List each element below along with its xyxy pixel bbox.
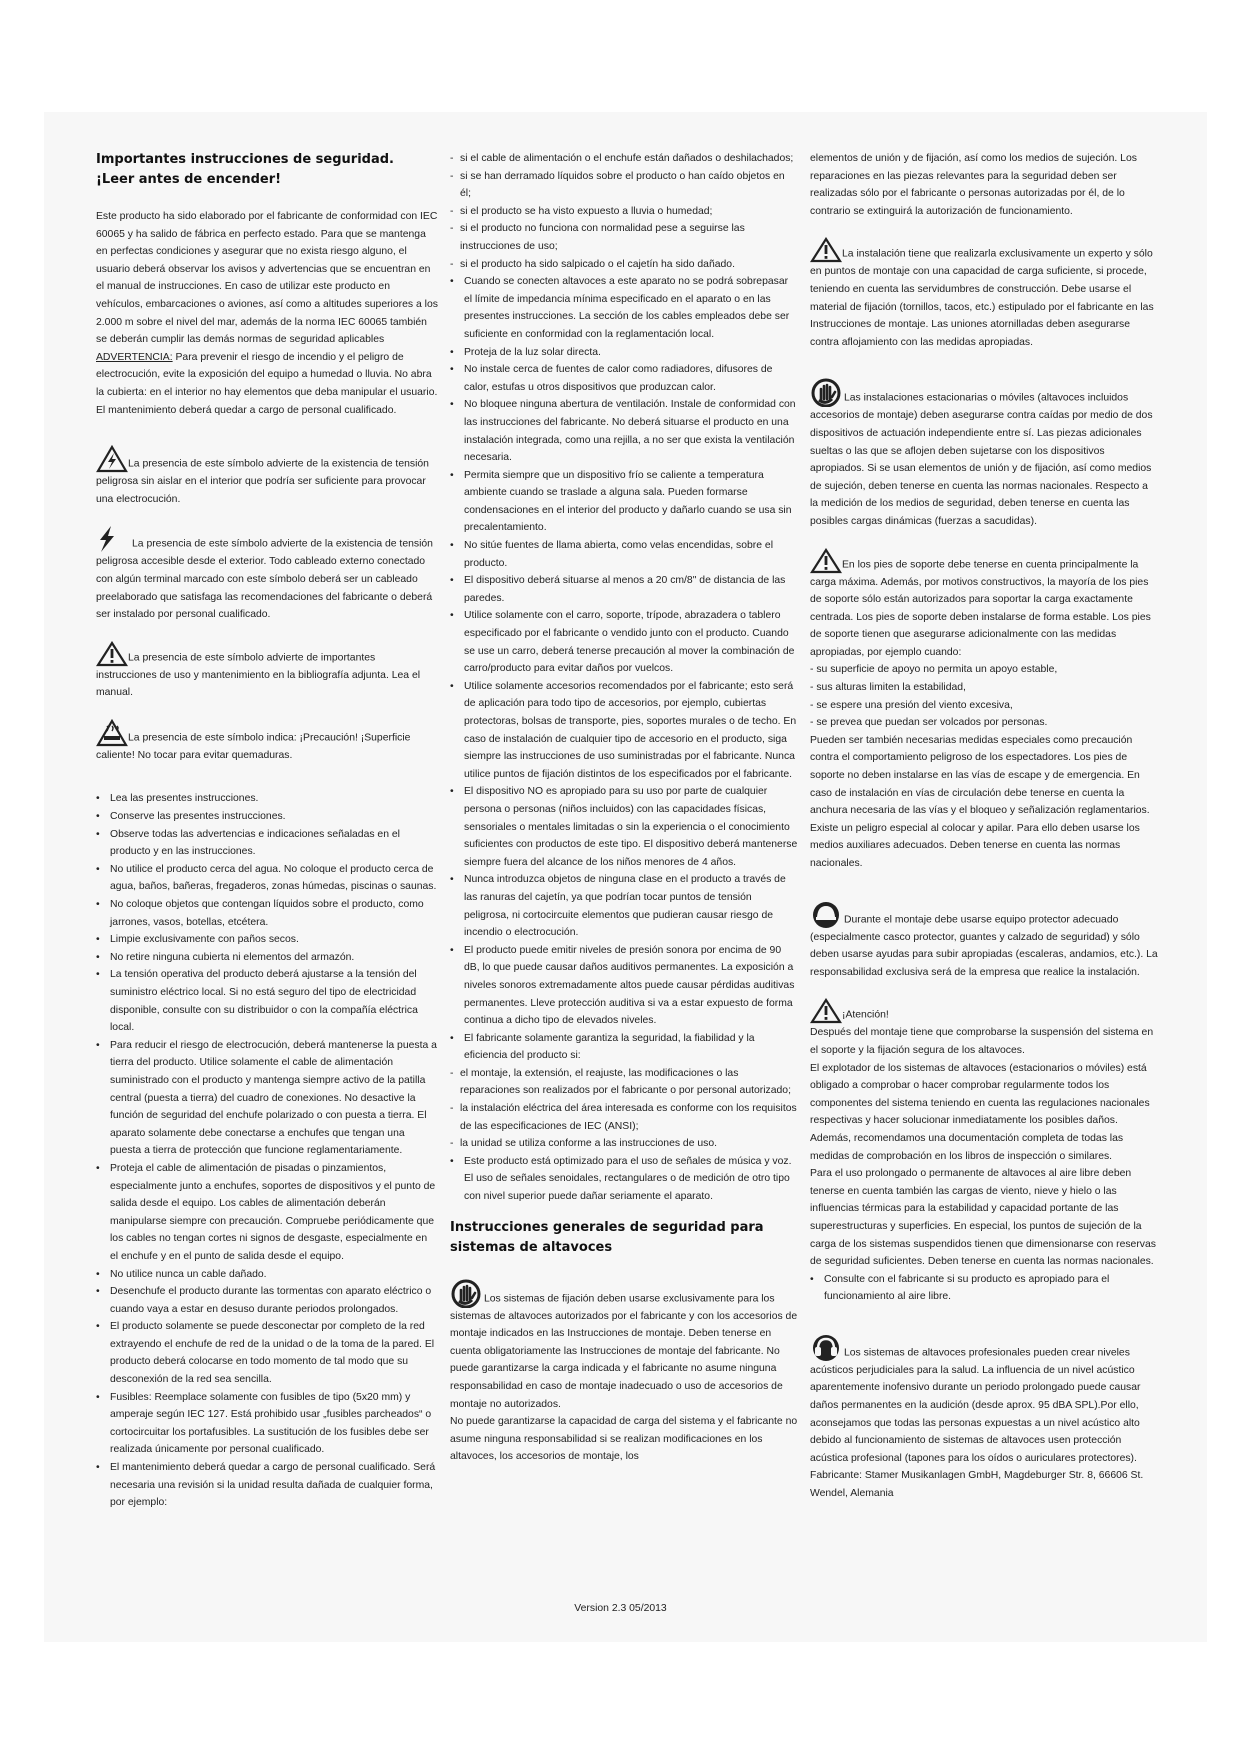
list-item: • El producto solamente se puede desconectar por completo de la red extrayendo el enchufe de red de la unidad o de la toma de la pared. El producto deberá colocarse en todo momento de tal modo que su desconexión de la red sea sencilla. — [96, 1321, 435, 1386]
safety-title: Importantes instrucciones de seguridad. ¡Leer antes de encender! — [96, 152, 394, 187]
suspension-check-paragraph: Después del montaje tiene que comprobarse la suspensión del sistema en el soporte y la fijación segura de los altavoces. — [810, 1027, 1154, 1056]
exclamation-triangle-icon — [810, 548, 842, 574]
list-item: - si el producto se ha visto expuesto a lluvia o humedad; — [450, 205, 713, 217]
list-item: - su superficie de apoyo no permita un apoyo estable, — [810, 664, 1058, 676]
exclamation-triangle-icon — [810, 237, 842, 263]
list-item: • Limpie exclusivamente con paños secos. — [96, 934, 299, 946]
list-item: - sus alturas limiten la estabilidad, — [810, 682, 966, 694]
protective-equipment-paragraph: Durante el montaje debe usarse equipo protector adecuado (especialmente casco protector, guantes y calzado de seguridad) y sólo deben usarse ayudas para subir apropiadas (escaleras, andamios, etc.). La responsabilidad exclusiva será de la empresa que realice la instalación. — [810, 899, 1158, 982]
hearing-protection-paragraph: Los sistemas de altavoces profesionales pueden crear niveles acústicos perjudiciales para la salud. La influencia de un nivel acústico aparentemente inofensivo durante un periodo prolongado puede causar daños permanentes en la audición (desde aprox. 95 dBA SPL).Por ello, aconsejamos que todas las personas expuestas a un nivel acústico alto debido al funcionamiento de sistemas de altavoces usen protección acústica profesional (tapones para los oídos o auriculares protectores). — [810, 1332, 1158, 1468]
list-item: - si el producto no funciona con normalidad pese a seguirse las instrucciones de uso; — [450, 223, 745, 252]
list-item: • No bloquee ninguna abertura de ventilación. Instale de conformidad con las instrucciones del fabricante. No deberá situarse el producto en una instalación integrada, como una rejilla, a no ser que exista la ventilación necesaria. — [450, 399, 796, 464]
warranty-dash-list — [450, 1065, 798, 1153]
list-item: • Consulte con el fabricante si su producto es apropiado para el funcionamiento al aire libre. — [810, 1273, 1110, 1303]
list-item: • No coloque objetos que contengan líquidos sobre el producto, como jarrones, vasos, botellas, etcétera. — [96, 899, 424, 928]
intro-paragraph: Este producto ha sido elaborado por el fabricante de conformidad con IEC 60065 y ha salido de fábrica en perfecto estado. Para que se mantenga en perfectas condiciones y asegurar que no exista riesgo alguno, el usuario deberá observar los avisos y advertencias que se encuentran en el manual de instrucciones. En caso de utilizar este producto en vehículos, embarcaciones o aviones, así como a altitudes superiores a los 2.000 m sobre el nivel del mar, además de la norma IEC 60065 también se deberán cumplir las demás normas de seguridad aplicables — [96, 211, 438, 346]
list-item: - si se han derramado líquidos sobre el producto o han caído objetos en él; — [450, 170, 785, 200]
symbol-note-lightning-triangle: La presencia de este símbolo advierte de la existencia de tensión peligrosa sin aislar en el interior que podría ser suficiente para provocar una electrocución. — [96, 445, 438, 508]
warning-paragraph: ADVERTENCIA: Para prevenir el riesgo de incendio y el peligro de electrocución, evite la exposición del equipo a humedad o lluvia. No abra la cubierta: en el interior no hay elementos que deba manipular el usuario. El mantenimiento deberá quedar a cargo de personal cualificado. — [96, 351, 438, 416]
list-item: • El producto puede emitir niveles de presión sonora por encima de 90 dB, lo que puede causar daños auditivos permanentes. La exposición a niveles sonoros extremadamente altos puede causar pérdidas auditivas permanentes. Lleve protección auditiva si va a estar expuesto de forma continua a dicho tipo de elevados niveles. — [450, 944, 795, 1027]
list-item: - se prevea que puedan ser volcados por personas. — [810, 717, 1048, 729]
column-2 — [450, 150, 798, 1466]
list-item: - si el producto ha sido salpicado o el cajetín ha sido dañado. — [450, 258, 735, 270]
loudspeaker-safety-heading: Instrucciones generales de seguridad para sistemas de altavoces — [450, 1219, 764, 1255]
list-item: • No sitúe fuentes de llama abierta, como velas encendidas, sobre el producto. — [450, 540, 774, 569]
stands-paragraph: En los pies de soporte debe tenerse en cuenta principalmente la carga máxima. Además, por motivos constructivos, la mayoría de los pies de soporte sólo están autorizados para soportar la carga exactamente centrada. Los pies de soporte deben instalarse de forma estable. Los pies de soporte tienen que asegurarse adicionalmente con las medidas apropiadas, por ejemplo cuando: — [810, 548, 1158, 662]
list-item: • Fusibles: Reemplace solamente con fusibles de tipo (5x20 mm) y amperaje según IEC 127. Está prohibido usar „fusibles parcheados“ o cortocircuitar los portafusibles. La sustitución de los fusibles debe ser realizada únicamente por personal cualificado. — [96, 1391, 432, 1456]
list-item: • El dispositivo deberá situarse al menos a 20 cm/8" de distancia de las paredes. — [450, 575, 786, 604]
column-3 — [810, 150, 1158, 1503]
ear-protection-icon — [810, 1332, 844, 1362]
hand-prohibition-icon — [450, 1278, 484, 1308]
load-capacity-paragraph: No puede garantizarse la capacidad de carga del sistema y el fabricante no asume ninguna responsabilidad si se realizan modificaciones en los altavoces, los accesorios de montaje, los — [450, 1416, 798, 1463]
list-item: • El mantenimiento deberá quedar a cargo de personal cualificado. Será necesaria una revisión si la unidad resulta dañada de cualquier forma, por ejemplo: — [96, 1462, 436, 1509]
list-item: - el montaje, la extensión, el reajuste, las modificaciones o las reparaciones son realizados por el fabricante o por personal autorizado; — [450, 1067, 791, 1097]
symbol-note-exclamation: La presencia de este símbolo advierte de importantes instrucciones de uso y mantenimiento en la bibliografía adjunta. Lea el manual. — [96, 641, 438, 702]
list-item: • Conserve las presentes instrucciones. — [96, 811, 286, 823]
list-item: • Observe todas las advertencias e indicaciones señaladas en el producto y en las instrucciones. — [96, 828, 400, 858]
hand-prohibition-icon — [810, 377, 844, 407]
list-item: • Utilice solamente accesorios recomendados por el fabricante; esto será de aplicación para todo tipo de accesorios, por ejemplo, cubiertas protectoras, bolsas de transporte, pies, soportes murales o de techo. En caso de instalación de cualquier tipo de accesorio en el producto, siga siempre las instrucciones de uso suministradas por el fabricante. Nunca utilice puntos de fijación distintos de los especificados por el fabricante. — [450, 680, 797, 780]
list-item: • Lea las presentes instrucciones. — [96, 793, 259, 805]
list-item: • Proteja el cable de alimentación de pisadas o pinzamientos, especialmente junto a enchufes, soportes de dispositivos y el punto de salida desde el equipo. Los cables de alimentación deberán manipularse siempre con precaución. Compruebe periódicamente que los cables no tengan cortes ni signos de desgaste, especialmente en el enchufe y en el punto de salida desde el equipo. — [96, 1162, 436, 1262]
version-footer: Version 2.3 05/2013 — [574, 1603, 667, 1614]
helmet-icon — [810, 899, 844, 929]
list-item: • Permita siempre que un dispositivo frío se caliente a temperatura ambiente cuando se traslade a alguna sala. Pueden formarse condensaciones en el interior del producto y dañarlo cuando se usa sin precalentamiento. — [450, 469, 792, 534]
operator-obligation-paragraph: El explotador de los sistemas de altavoces (estacionarios o móviles) está obligado a comprobar o hacer comprobar regularmente todos los componentes del sistema teniendo en cuenta las regulaciones nacionales respectivas y hacer solucionar inmediatamente los posibles daños. — [810, 1062, 1150, 1127]
list-item: - la instalación eléctrica del área interesada es conforme con los requisitos de las especificaciones de IEC (ANSI); — [450, 1103, 797, 1132]
symbol-note-hot-surface: La presencia de este símbolo indica: ¡Precaución! ¡Superficie caliente! No tocar para evitar quemaduras. — [96, 719, 438, 765]
list-item: • No instale cerca de fuentes de calor como radiadores, difusores de calor, estufas u otros dispositivos que produzcan calor. — [450, 364, 773, 393]
safety-bullet-list-2 — [450, 273, 798, 1065]
lightning-triangle-icon — [96, 445, 128, 473]
exclamation-triangle-icon — [810, 998, 842, 1024]
list-item: • Este producto está optimizado para el uso de señales de música y voz. El uso de señales senoidales, rectangulares o de medición de otro tipo con nivel superior puede dañar seriamente el aparato. — [450, 1155, 792, 1203]
column-1 — [96, 150, 438, 1512]
list-item: • No retire ninguna cubierta ni elementos del armazón. — [96, 951, 355, 963]
installation-expert-paragraph: La instalación tiene que realizarla exclusivamente un experto y sólo en puntos de montaje con una capacidad de carga suficiente, si procede, teniendo en cuenta las servidumbres de construcción. Debe usarse el material de fijación (tornillos, tacos, etc.) estipulado por el fabricante en las Instrucciones de montaje. Las uniones atornilladas deben asegurarse contra aflojamiento con las medidas apropiadas. — [810, 237, 1158, 351]
list-item: • Cuando se conecten altavoces a este aparato no se podrá sobrepasar el límite de impedancia mínima especificado en el aparato o en las presentes instrucciones. La sección de los cables empleados debe ser suficiente en conformidad con la reglamentación local. — [450, 276, 790, 340]
stands-dash-list — [810, 661, 1158, 731]
list-item: • El dispositivo NO es apropiado para su uso por parte de cualquier persona o personas (niños incluidos) con las capacidades físicas, sensoriales o mentales limitadas o sin la experiencia o el conocimiento suficientes con productos de este tipo. El dispositivo deberá mantenerse siempre fuera del alcance de los niños menores de 4 años. — [450, 786, 798, 868]
list-item: • Proteja de la luz solar directa. — [450, 346, 601, 358]
list-item: • Nunca introduzca objetos de ninguna clase en el producto a través de las ranuras del cajetín, ya que podrían tocar puntos de tensión peligrosa, ni cortocircuite elementos que pudieran causar riesgo de incendio o electrocución. — [450, 874, 786, 939]
fall-protection-paragraph: Las instalaciones estacionarias o móviles (altavoces incluidos accesorios de montaje) deben asegurarse contra caídas por medio de dos dispositivos de actuación independiente entre sí. Las piezas adicionales sueltas o las que se aflojen deben sujetarse con los dispositivos apropiados. Si se usan elementos de unión y de fijación, así como medios de sujeción, deben tenerse en cuenta las normas nacionales. Respecto a la medición de los medios de seguridad, deben tenerse en cuenta las posibles cargas dinámicas (fuerzas a sacudidas). — [810, 377, 1158, 530]
damage-dash-list — [450, 150, 798, 273]
attention-heading: ¡Atención! — [810, 998, 1158, 1024]
fixing-systems-paragraph: Los sistemas de fijación deben usarse exclusivamente para los sistemas de altavoces autorizados por el fabricante y con los accesorios de montaje indicados en las Instrucciones de montaje. Deben tenerse en cuenta obligatoriamente las Instrucciones de montaje del fabricante. No puede garantizarse la carga indicada y el fabricante no asume ninguna responsabilidad en caso de montaje inadecuado o uso de accesorios de montaje no autorizados. — [450, 1278, 798, 1414]
list-item: • No utilice el producto cerca del agua. No coloque el producto cerca de agua, baños, bañeras, fregaderos, zonas húmedas, piscinas o saunas. — [96, 863, 437, 893]
safety-bullet-list — [96, 790, 438, 1511]
list-item: • El fabricante solamente garantiza la seguridad, la fiabilidad y la eficiencia del producto si: — [450, 1032, 755, 1062]
symbol-note-lightning: La presencia de este símbolo advierte de la existencia de tensión peligrosa accesible desde el exterior. Todo cableado externo conectado con algún terminal marcado con este símbolo deberá ser un cableado preelaborado que satisfaga las recomendaciones del fabricante o deberá ser instalado por personal cualificado. — [96, 525, 438, 623]
manufacturer-address: Fabricante: Stamer Musikanlagen GmbH, Magdeburger Str. 8, 66606 St. Wendel, Alemania — [810, 1470, 1144, 1500]
spectators-paragraph: Pueden ser también necesarias medidas especiales como precaución contra el comportamiento peligroso de los espectadores. Los pies de soporte no deben instalarse en las vías de escape y de emergencia. En caso de instalación en vías de circulación debe tenerse en cuenta la anchura necesaria de las vías y el bloqueo y señalización reglamentarios. Existe un peligro especial al colocar y apilar. Para ello deben usarse los medios auxiliares adecuados. Deben tenerse en cuenta las normas nacionales. — [810, 734, 1150, 869]
list-item: - si el cable de alimentación o el enchufe están dañados o deshilachados; — [450, 153, 794, 164]
exclamation-triangle-icon — [96, 641, 128, 667]
list-item: • La tensión operativa del producto deberá ajustarse a la tensión del suministro eléctrico local. Si no está seguro del tipo de electricidad disponible, consulte con su distribuidor o con la compañía eléctrica local. — [96, 969, 418, 1034]
list-item: - la unidad se utiliza conforme a las instrucciones de uso. — [450, 1138, 718, 1150]
continued-paragraph: elementos de unión y de fijación, así como los medios de sujeción. Los reparaciones en las piezas relevantes para la seguridad deben ser realizadas sólo por el fabricante o personas autorizadas por él, de lo contrario se extinguirá la autorización de funcionamiento. — [810, 153, 1137, 217]
list-item: • Utilice solamente con el carro, soporte, trípode, abrazadera o tablero especificado por el fabricante o vendido junto con el producto. Cuando se use un carro, deberá tenerse precaución al mover la combinación de carro/producto para evitar daños por vuelcos. — [450, 610, 795, 675]
hot-surface-icon — [96, 719, 128, 747]
lightning-bolt-icon — [96, 525, 118, 553]
list-item: • Para reducir el riesgo de electrocución, deberá mantenerse la puesta a tierra del producto. Utilice solamente el cable de alimentación suministrado con el producto y mantenga siempre activo de la patilla central (puesta a tierra) del cuadro de conexiones. No desactive la función de seguridad del enchufe polarizado o con puesta a tierra. El aparato solamente debe conectarse a enchufes que tengan una puesta a tierra de protección que funcione reglamentariamente. — [96, 1039, 437, 1157]
list-item: - se espere una presión del viento excesiva, — [810, 699, 1013, 711]
outdoor-use-paragraph: Para el uso prolongado o permanente de altavoces al aire libre deben tenerse en cuenta también las cargas de viento, nieve y hielo o las influencias térmicas para la estabilidad y capacidad portante de las superestructuras y superficies. En especial, los puntos de sujeción de la carga de los sistemas suspendidos tienen que dimensionarse con reservas de seguridad suficientes. Deben tenerse en cuenta las normas nacionales. — [810, 1168, 1156, 1268]
list-item: • No utilice nunca un cable dañado. — [96, 1268, 267, 1280]
list-item: • Desenchufe el producto durante las tormentas con aparato eléctrico o cuando vaya a estar en desuso durante periodos prolongados. — [96, 1286, 432, 1315]
documentation-paragraph: Además, recomendamos una documentación completa de todas las medidas de comprobación en los libros de inspección o similares. — [810, 1132, 1124, 1162]
